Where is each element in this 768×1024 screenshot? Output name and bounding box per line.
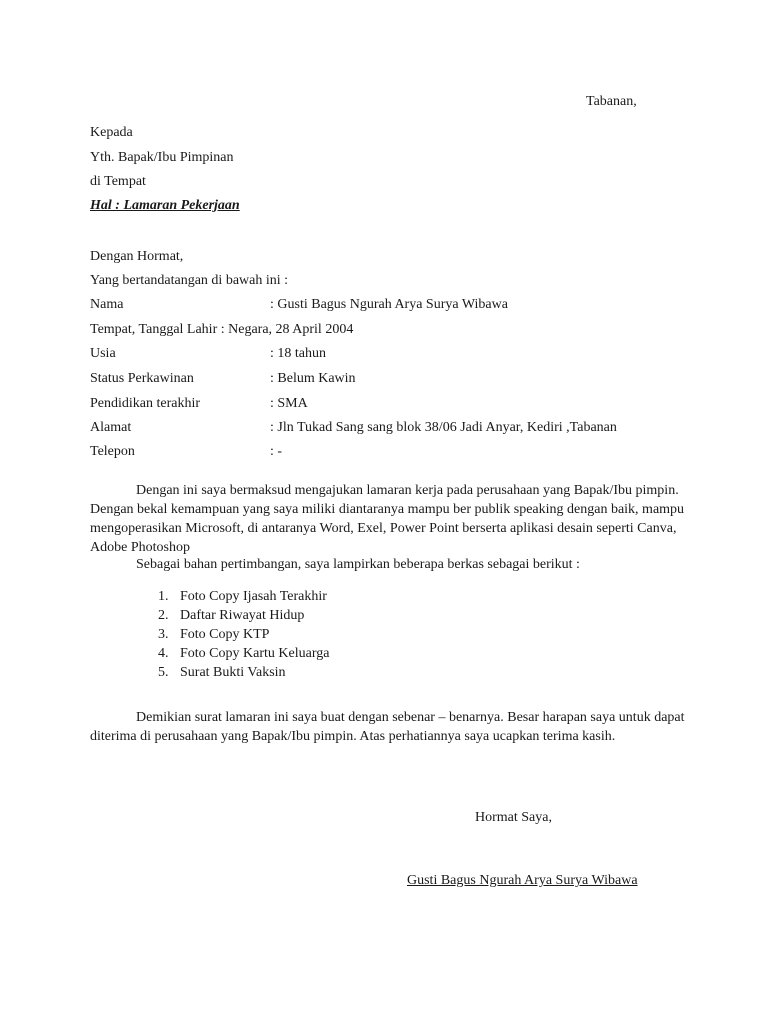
- list-item-number: 4.: [158, 646, 169, 661]
- bio-education-label: Pendidikan terakhir: [90, 396, 201, 411]
- bio-address-label: Alamat: [90, 420, 132, 435]
- list-item-number: 5.: [158, 665, 169, 680]
- bio-name-value: : Gusti Bagus Ngurah Arya Surya Wibawa: [270, 297, 508, 312]
- paragraph-closing-text: Demikian surat lamaran ini saya buat dengan sebenar – benarnya. Besar harapan saya untuk dapat diterima di perusahaan yang Bapak/Ibu pimpin. Atas perhatiannya saya ucapkan terima kasih.: [90, 710, 685, 744]
- bio-phone-label: Telepon: [90, 444, 135, 459]
- list-item-text: Foto Copy Ijasah Terakhir: [180, 589, 327, 604]
- bio-age-value: : 18 tahun: [270, 346, 326, 361]
- bio-marital-value: : Belum Kawin: [270, 371, 356, 386]
- bio-education-value: : SMA: [270, 396, 308, 411]
- bio-birth-line: Tempat, Tanggal Lahir : Negara, 28 April 2004: [90, 322, 354, 337]
- recipient-line-2: Yth. Bapak/Ibu Pimpinan: [90, 150, 234, 165]
- list-item: [158, 663, 329, 682]
- intro-line: Yang bertandatangan di bawah ini :: [90, 273, 289, 288]
- attachment-list: [158, 587, 329, 682]
- list-item: [158, 625, 329, 644]
- list-item-text: Daftar Riwayat Hidup: [180, 608, 305, 623]
- greeting: Dengan Hormat,: [90, 249, 184, 264]
- closing-salutation: Hormat Saya,: [475, 810, 552, 825]
- list-item-text: Foto Copy KTP: [180, 627, 270, 642]
- subject-line: Hal : Lamaran Pekerjaan: [90, 198, 240, 213]
- list-item: [158, 606, 329, 625]
- recipient-line-1: Kepada: [90, 125, 133, 140]
- list-item-number: 1.: [158, 589, 169, 604]
- list-item: [158, 644, 329, 663]
- list-item: [158, 587, 329, 606]
- bio-age-label: Usia: [90, 346, 116, 361]
- list-item-number: 2.: [158, 608, 169, 623]
- paragraph-closing: [90, 708, 690, 746]
- bio-address-value: : Jln Tukad Sang sang blok 38/06 Jadi Anyar, Kediri ,Tabanan: [270, 420, 617, 435]
- list-item-text: Foto Copy Kartu Keluarga: [180, 646, 330, 661]
- list-item-text: Surat Bukti Vaksin: [180, 665, 286, 680]
- signature-name: Gusti Bagus Ngurah Arya Surya Wibawa: [407, 873, 638, 888]
- bio-marital-label: Status Perkawinan: [90, 371, 194, 386]
- paragraph-intent-text: Dengan ini saya bermaksud mengajukan lamaran kerja pada perusahaan yang Bapak/Ibu pimpin. Dengan bekal kemampuan yang saya miliki diantaranya mampu ber publik speaking dengan baik, mampu mengoperasikan Microsoft, di antaranya Word, Exel, Power Point berserta aplikasi desain seperti Canva, Adobe Photoshop: [90, 483, 685, 555]
- recipient-line-3: di Tempat: [90, 174, 146, 189]
- paragraph-attachments-intro: Sebagai bahan pertimbangan, saya lampirkan beberapa berkas sebagai berikut :: [136, 557, 580, 572]
- bio-name-label: Nama: [90, 297, 124, 312]
- list-item-number: 3.: [158, 627, 169, 642]
- paragraph-intent: [90, 481, 690, 557]
- place-date: Tabanan,: [586, 94, 637, 109]
- bio-phone-value: : -: [270, 444, 283, 459]
